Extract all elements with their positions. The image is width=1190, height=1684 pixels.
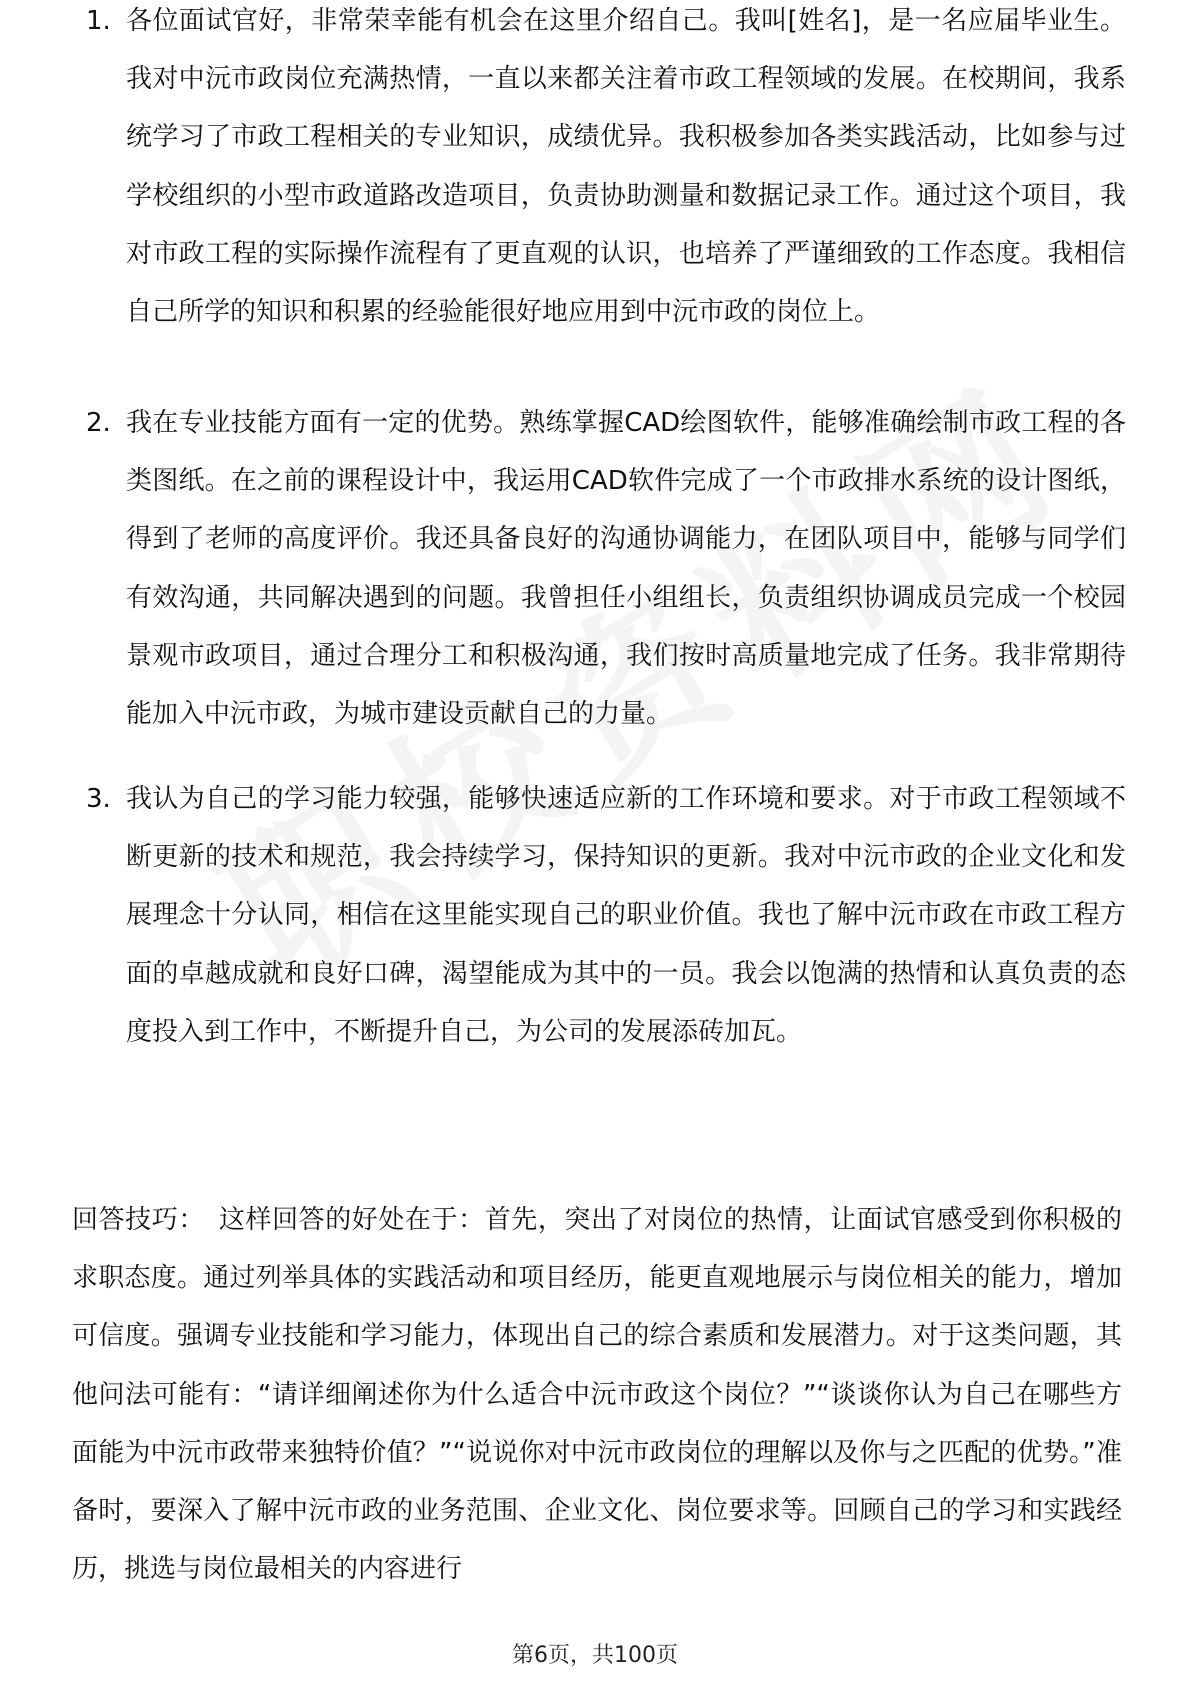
tips-label: 回答技巧： (72, 1205, 205, 1235)
list-item-number: 1. (86, 6, 111, 36)
list-item-3 (86, 770, 1126, 1061)
answer-tips (72, 1191, 1122, 1598)
list-item-text: 我认为自己的学习能力较强，能够快速适应新的工作环境和要求。对于市政工程领域不断更新的技术和规范，我会持续学习，保持知识的更新。我对中沅市政的企业文化和发展理念十分认同，相信在这里能实现自己的职业价值。我也了解中沅市政在市政工程方面的卓越成就和良好口碑，渴望能成为其中的一员。我会以饱满的热情和认真负责的态度投入到工作中，不断提升自己，为公司的发展添砖加瓦。 (126, 784, 1126, 1047)
list-item-2 (86, 394, 1126, 743)
page-number: 第6页，共100页 (512, 1643, 678, 1668)
list-item-text: 我在专业技能方面有一定的优势。熟练掌握CAD绘图软件，能够准确绘制市政工程的各类图纸。在之前的课程设计中，我运用CAD软件完成了一个市政排水系统的设计图纸，得到了老师的高度评价。我还具备良好的沟通协调能力，在团队项目中，能够与同学们有效沟通，共同解决遇到的问题。我曾担任小组组长，负责组织协调成员完成一个校园景观市政项目，通过合理分工和积极沟通，我们按时高质量地完成了任务。我非常期待能加入中沅市政，为城市建设贡献自己的力量。 (126, 408, 1126, 730)
list-item-text: 各位面试官好，非常荣幸能有机会在这里介绍自己。我叫[姓名]，是一名应届毕业生。我对中沅市政岗位充满热情，一直以来都关注着市政工程领域的发展。在校期间，我系统学习了市政工程相关的专业知识，成绩优异。我积极参加各类实践活动，比如参与过学校组织的小型市政道路改造项目，负责协助测量和数据记录工作。通过这个项目，我对市政工程的实际操作流程有了更直观的认识，也培养了严谨细致的工作态度。我相信自己所学的知识和积累的经验能很好地应用到中沅市政的岗位上。 (126, 6, 1126, 328)
list-item-1 (86, 6, 1126, 341)
tips-text: 这样回答的好处在于：首先，突出了对岗位的热情，让面试官感受到你积极的求职态度。通过列举具体的实践活动和项目经历，能更直观地展示与岗位相关的能力，增加可信度。强调专业技能和学习能力，体现出自己的综合素质和发展潜力。对于这类问题，其他问法可能有：“请详细阐述你为什么适合中沅市政这个岗位？”“谈谈你认为自己在哪些方面能为中沅市政带来独特价值？”“说说你对中沅市政岗位的理解以及你与之匹配的优势。”准备时，要深入了解中沅市政的业务范围、企业文化、岗位要求等。回顾自己的学习和实践经历，挑选与岗位最相关的内容进行 (72, 1205, 1122, 1585)
list-item-number: 2. (86, 408, 111, 438)
list-item-number: 3. (86, 784, 111, 814)
